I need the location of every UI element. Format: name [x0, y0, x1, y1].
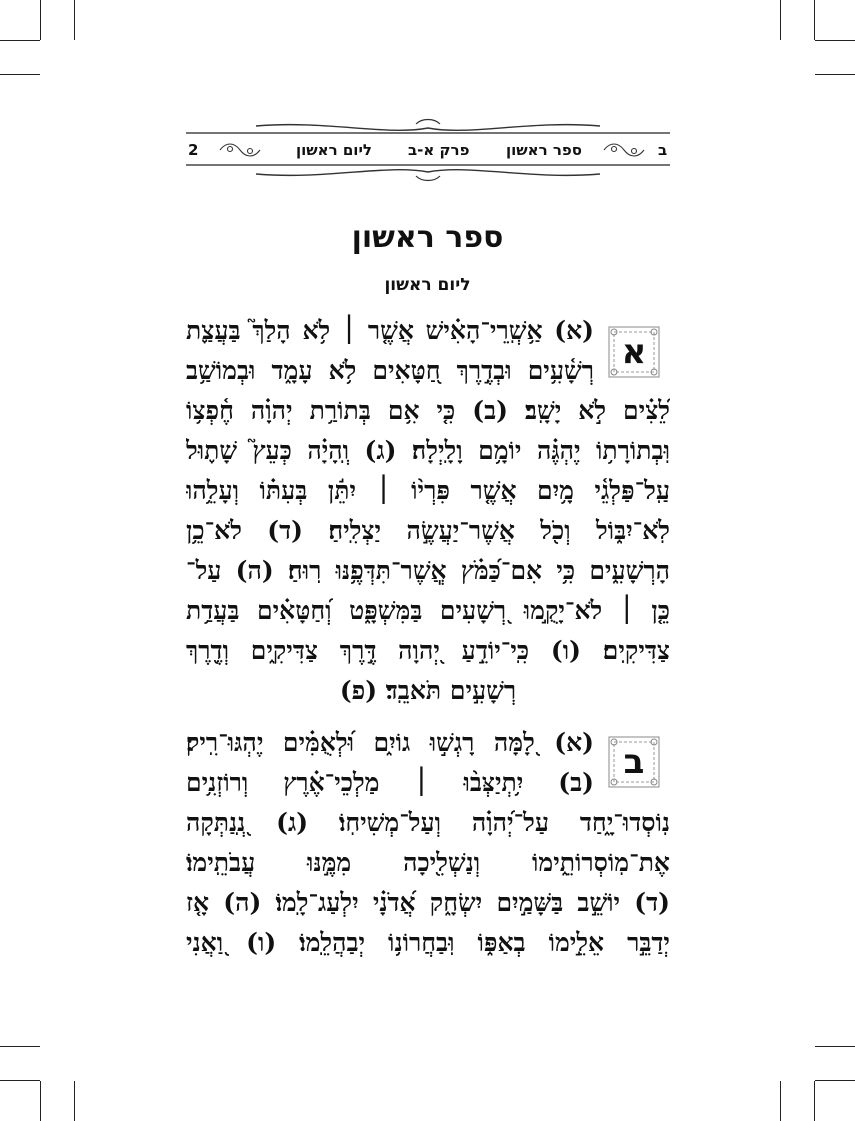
- crop-mark: [74, 0, 75, 40]
- crop-mark: [40, 1081, 41, 1121]
- verse-line: אֶת־מֽוֹסְרוֹתֵ֑ימוֹ וְנַשְׁלִ֖יכָה מִמֶּ֣נּוּ עֲבֹתֵֽימוֹ׃: [186, 848, 670, 877]
- verse-line: (ב) יִ֥תְיַצְּב֨וּ ׀ מַלְכֵי־אֶ֗רֶץ וְרוֹזְנִ֥ים: [186, 768, 594, 797]
- chapter-letter: א: [621, 332, 647, 372]
- header-chapter-label: פרק א-ב: [408, 141, 470, 159]
- verse-line: הָרְשָׁעִ֑ים כִּ֥י אִם־כַּ֝מֹּ֗ץ אֲֽשֶׁר־תִּדְּפֶ֥נּוּ רֽוּחַ׃ (ה) עַל־: [186, 556, 670, 585]
- crop-mark: [0, 40, 40, 41]
- crop-mark: [0, 74, 40, 75]
- chapter-marker: [608, 326, 660, 378]
- crop-mark: [780, 0, 781, 40]
- day-title: ליום ראשון: [384, 275, 471, 295]
- verse-line: כֵּ֤ן ׀ לֹא־יָקֻ֣מוּ רְ֭שָׁעִים בַּמִּשְׁפָּ֑ט וְ֝חַטָּאִ֗ים בַּעֲדַ֥ת: [186, 596, 670, 625]
- verse-line: יְדַבֵּ֣ר אֵלֵ֣ימוֹ בְאַפּ֑וֹ וּֽבַחֲרוֹנ֥וֹ יְבַהֲלֵֽמוֹ׃ (ו) וַ֭אֲנִי: [186, 928, 670, 957]
- header-page-number: 2: [188, 141, 199, 159]
- crop-mark: [74, 1081, 75, 1121]
- crop-mark: [815, 74, 855, 75]
- chapter-letter: ב: [623, 742, 645, 782]
- verse-line: עַֽל־פַּלְגֵ֫י מָ֥יִם אֲשֶׁ֤ר פִּרְי֨וֹ ׀ יִתֵּ֬ן בְּעִתּ֗וֹ וְעָלֵ֥הוּ: [186, 476, 670, 505]
- verse-line: (א) לָ֭מָּה רָגְשׁ֣וּ גוֹיִ֑ם וּ֝לְאֻמִּ֗ים יֶהְגּוּ־רִֽיק׃: [186, 728, 594, 757]
- running-header: [186, 118, 670, 186]
- crop-mark: [815, 40, 855, 41]
- crop-mark: [815, 1046, 855, 1047]
- verse-line: צַדִּיקִֽים׃ (ו) כִּֽי־יוֹדֵ֣עַ יְ֭הוָה דֶּ֣רֶךְ צַדִּיקִ֑ים וְדֶ֖רֶךְ: [186, 636, 670, 665]
- crop-mark: [814, 1081, 815, 1121]
- verse-line: רְשָׁ֫עִ֥ים וּבְדֶ֣רֶךְ חַ֭טָּאִים לֹ֥א עָמָ֑ד וּבְמוֹשַׁ֥ב: [186, 356, 594, 385]
- verse-line: לֵ֝צִ֗ים לֹ֣א יָשָֽׁב׃ (ב) כִּ֤י אִ֥ם בְּתוֹרַ֥ת יְהוָ֗ה חֶ֫פְצ֥וֹ: [186, 396, 670, 425]
- book-title: ספר ראשון: [351, 220, 504, 255]
- header-right-letter: ב: [658, 141, 668, 159]
- verse-line: וּֽבְתוֹרָת֥וֹ יֶהְגֶּ֗ה יוֹמָ֥ם וָלָֽיְלָה׃ (ג) וְֽהָיָ֗ה כְּעֵץ֮ שָׁת֪וּל: [186, 436, 670, 465]
- crop-mark: [40, 0, 41, 40]
- crop-mark: [815, 1080, 855, 1081]
- crop-mark: [0, 1080, 40, 1081]
- verse-line: נֽוֹסְדוּ־יָ֑חַד עַל־יְ֝הוָ֗ה וְעַל־מְשִׁיחֽוֹ׃ (ג) נְֽ֭נַתְּקָה: [186, 808, 670, 837]
- header-book-label: ספר ראשון: [506, 141, 582, 159]
- verse-line: רְשָׁעִ֣ים תֹּאבֵֽד׃ (פ): [339, 676, 517, 705]
- crop-mark: [0, 1046, 40, 1047]
- chapter-marker: [608, 736, 660, 788]
- verse-line: לֹֽא־יִבּ֑וֹל וְכֹ֖ל אֲשֶׁר־יַעֲשֶׂ֣ה יַצְלִֽיחַ׃ (ד) לֹא־כֵ֥ן: [186, 516, 670, 545]
- verse-line: (ד) יוֹשֵׁ֣ב בַּשָּׁמַ֣יִם יִשְׂחָ֑ק אֲ֝דֹנָ֗י יִלְעַג־לָֽמוֹ׃ (ה) אָ֤ז: [186, 888, 670, 917]
- crop-mark: [780, 1081, 781, 1121]
- crop-mark: [814, 0, 815, 40]
- verse-line: (א) אַ֥שְֽׁרֵי־הָאִ֗ישׁ אֲשֶׁ֤ר ׀ לֹ֥א הָלַךְ֮ בַּעֲצַ֪ת: [186, 316, 594, 345]
- header-day-label: ליום ראשון: [296, 141, 372, 159]
